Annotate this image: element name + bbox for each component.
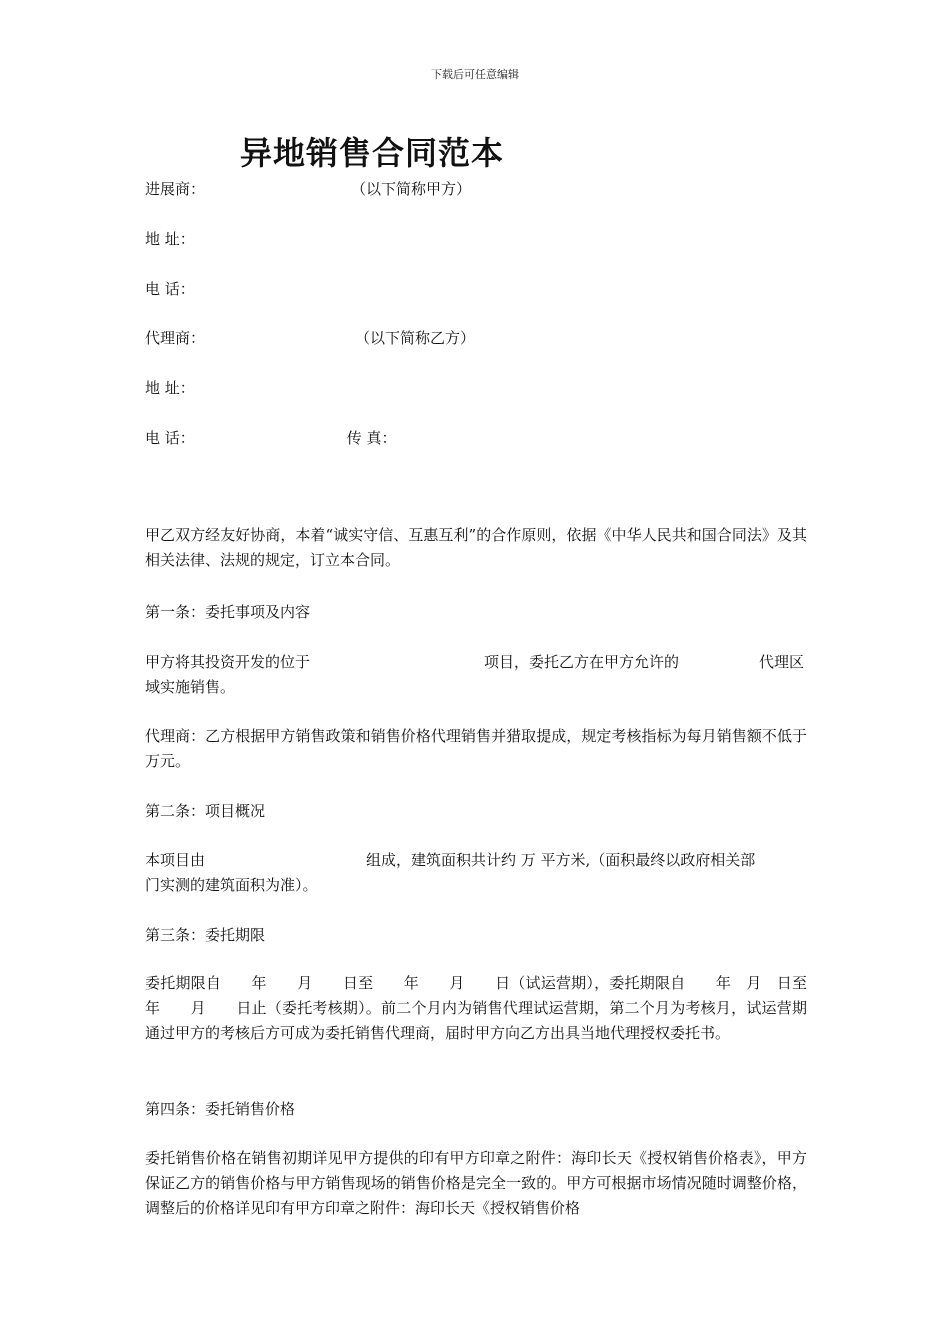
article4-paragraph: 委托销售价格在销售初期详见甲方提供的印有甲方印章之附件：海印长天《授权销售价格表》，甲方保证乙方的销售价格与甲方销售现场的销售价格是完全一致的。甲方可根据市场情况随时调整价格，调整后的价格详见印有甲方印章之附件：海印长天《授权销售价格: [145, 1149, 807, 1217]
developer-address-label: 地 址：: [145, 230, 195, 248]
article1-p1-middle: 项目，委托乙方在甲方允许的: [484, 653, 680, 671]
intro-paragraph: 甲乙双方经友好协商，本着“诚实守信、互惠互利”的合作原则，依据《中华人民共和国合同法》及其相关法律、法规的规定，订立本合同。: [145, 526, 807, 569]
document-title: 异地销售合同范本: [240, 134, 505, 172]
developer-note: （以下简称甲方）: [351, 180, 472, 198]
article1-p1-continuation: 域实施销售。: [145, 678, 236, 696]
article1-paragraph2: 代理商：乙方根据甲方销售政策和销售价格代理销售并猎取提成，规定考核指标为每月销售额不低于 万元。: [145, 727, 838, 770]
agent-fax-label: 传 真：: [346, 429, 397, 447]
agent-note: （以下简称乙方）: [355, 329, 476, 347]
article3-paragraph: 委托期限自 年 月 日至 年 月 日（试运营期），委托期限自 年 月 日至年 月 日止（委托考核期）。前二个月内为销售代理试运营期，第二个月为考核月，试运营期通过甲方的考核后方可成为委托销售代理商，届时甲方向乙方出具当地代理授权委托书。: [145, 974, 807, 1042]
header-note: 下载后可任意编辑: [431, 68, 519, 81]
developer-phone-label: 电 话：: [145, 280, 195, 298]
agent-address-label: 地 址：: [145, 379, 195, 397]
article4-heading: 第四条：委托销售价格: [145, 1100, 296, 1118]
article2-p1-end: 门实测的建筑面积为准）。: [145, 876, 318, 894]
agent-phone-label: 电 话：: [145, 429, 195, 447]
agent-line: [145, 327, 475, 348]
article3-heading: 第三条：委托期限: [145, 926, 266, 944]
article1-heading: 第一条：委托事项及内容: [145, 603, 311, 621]
article2-p1-start: 本项目由: [145, 851, 206, 869]
article2-heading: 第二条：项目概况: [145, 802, 266, 820]
developer-line: [145, 178, 471, 199]
agent-contact-line: [145, 427, 397, 448]
developer-label: 进展商：: [145, 180, 206, 198]
agent-label: 代理商：: [145, 329, 206, 347]
article1-p1-end: 代理区: [759, 653, 805, 671]
article2-p1-middle: 组成，建筑面积共计约 万 平方米,（面积最终以政府相关部: [366, 851, 756, 869]
article1-p1-start: 甲方将其投资开发的位于: [145, 653, 311, 671]
